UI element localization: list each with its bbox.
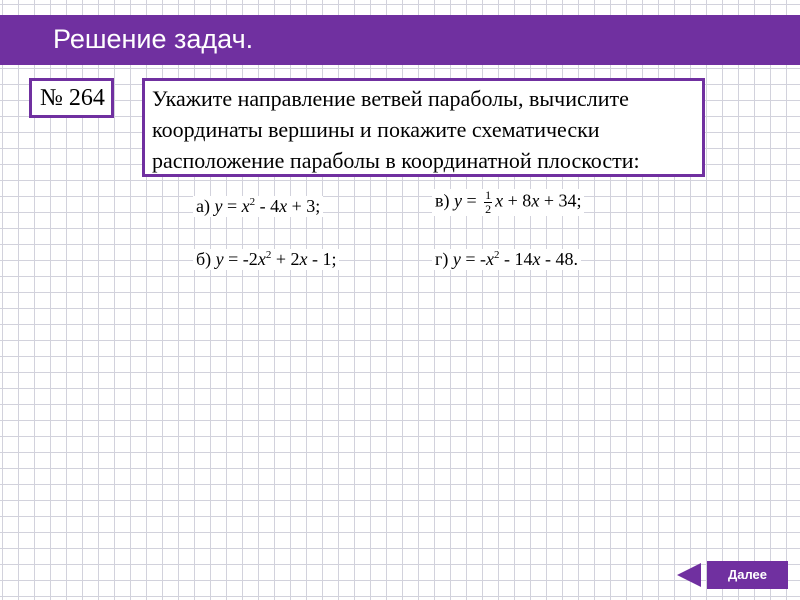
fraction-numerator: 1	[485, 188, 492, 202]
variable-y: y	[452, 249, 461, 269]
variable-x: x	[531, 190, 540, 211]
task-text-line: Укажите направление ветвей параболы, вычислите	[152, 86, 629, 111]
slide-title: Решение задач.	[53, 24, 254, 54]
equation-label: г)	[435, 249, 449, 269]
fraction-one-half	[484, 189, 492, 216]
equation-term: = -	[460, 249, 487, 269]
equation-b	[193, 249, 339, 270]
task-text-line: координаты вершины и покажите схематически	[152, 117, 600, 142]
equation-v	[432, 189, 584, 216]
equation-term: + 34;	[539, 190, 582, 211]
variable-x: x	[486, 249, 495, 269]
equation-a	[193, 196, 323, 217]
variable-x: x	[299, 249, 308, 269]
variable-x: x	[241, 196, 250, 216]
task-statement	[142, 78, 705, 177]
equation-g	[432, 249, 581, 270]
equation-term: =	[222, 196, 242, 216]
equation-term: + 8	[503, 190, 532, 211]
variable-x: x	[257, 249, 266, 269]
variable-y: y	[214, 196, 223, 216]
equation-term: + 2	[271, 249, 300, 269]
variable-x: x	[532, 249, 541, 269]
equation-term: - 1;	[307, 249, 337, 269]
exponent: 2	[494, 249, 500, 261]
exponent: 2	[265, 249, 272, 261]
variable-y: y	[215, 249, 224, 269]
task-text-line: расположение параболы в координатной плоскости:	[152, 148, 640, 173]
equation-term: =	[462, 190, 482, 211]
equation-term: - 4	[255, 196, 280, 216]
next-button[interactable]: Далее	[707, 561, 788, 589]
equation-term: - 14	[499, 249, 533, 269]
equation-term: - 48.	[540, 249, 579, 269]
equation-label: а)	[196, 196, 210, 216]
equation-term: = -2	[223, 249, 258, 269]
fraction-denominator: 2	[485, 202, 492, 216]
task-number: № 264	[29, 78, 114, 118]
triangle-left-icon[interactable]	[673, 561, 703, 589]
equation-label: в)	[435, 190, 450, 211]
exponent: 2	[249, 196, 256, 208]
equation-label: б)	[196, 249, 212, 269]
variable-y: y	[454, 190, 462, 211]
equation-term: + 3;	[287, 196, 321, 216]
variable-x: x	[279, 196, 288, 216]
variable-x: x	[495, 190, 504, 211]
